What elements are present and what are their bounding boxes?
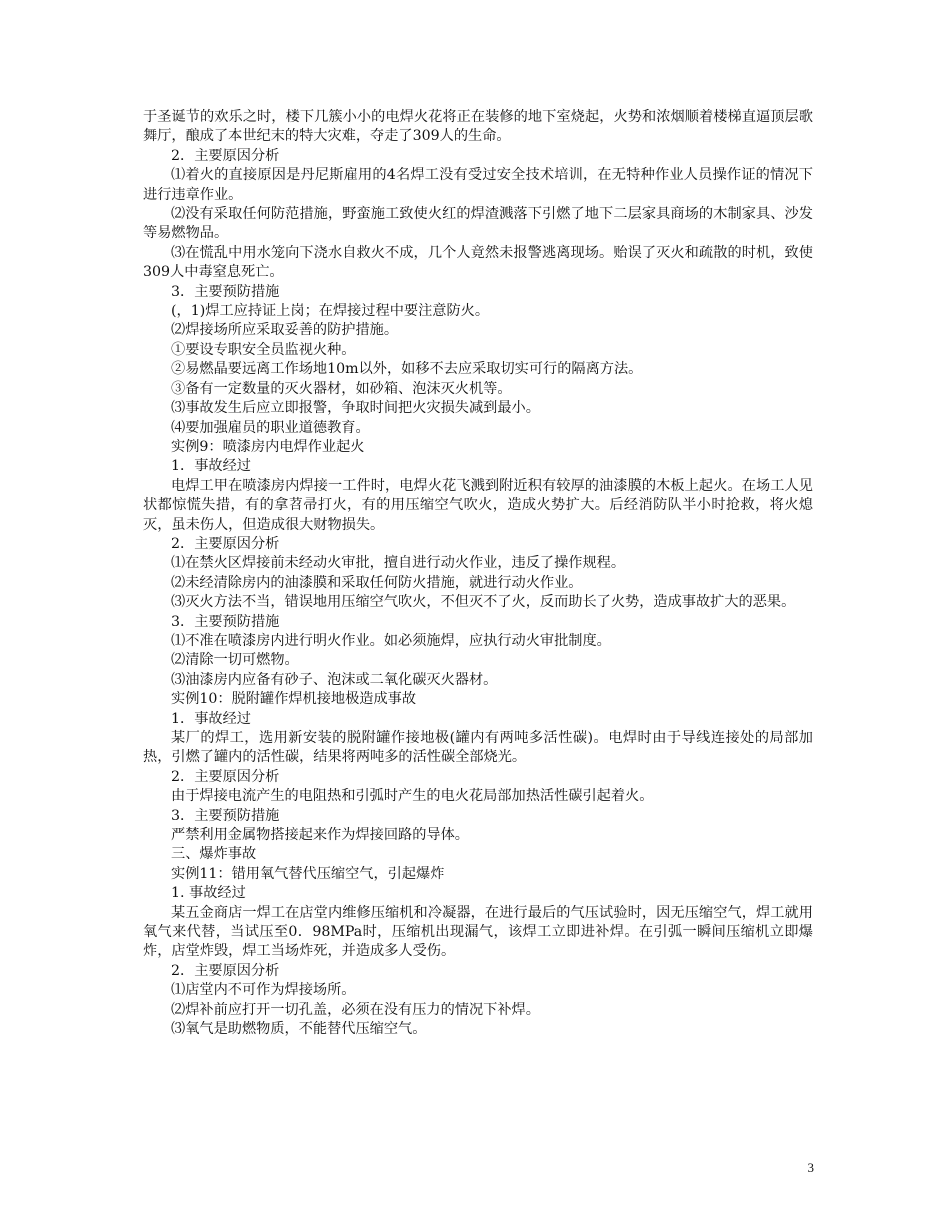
paragraph: ⑴在禁火区焊接前未经动火审批，擅自进行动火作业，违反了操作规程。 bbox=[171, 555, 626, 572]
paragraph: ⑶氧气是助燃物质，不能替代压缩空气。 bbox=[171, 1021, 427, 1038]
paragraph: ⑴店堂内不可作为焊接场所。 bbox=[171, 982, 356, 999]
page-body-text bbox=[143, 108, 813, 1040]
paragraph: ⑷要加强雇员的职业道德教育。 bbox=[171, 419, 370, 436]
paragraph: 于圣诞节的欢乐之时，楼下几簇小小的电焊火花将正在装修的地下室烧起，火势和浓烟顺着楼梯直逼顶层歌舞厅，酿成了本世纪末的特大灾难，夺走了309人的生命。 bbox=[143, 109, 813, 145]
paragraph: 电焊工甲在喷漆房内焊接一工件时，电焊火花飞溅到附近积有较厚的油漆膜的木板上起火。在场工人见状都惊慌失措，有的拿苕帚打火，有的用压缩空气吹火，造成火势扩大。后经消防队半小时抢救，将火熄灭，虽未伤人，但造成很大财物损失。 bbox=[143, 477, 813, 533]
paragraph: 1. 事故经过 bbox=[171, 885, 246, 902]
paragraph: ⑵焊接场所应采取妥善的防护措施。 bbox=[171, 322, 399, 339]
paragraph: (，1)焊工应持证上岗；在焊接过程中要注意防火。 bbox=[171, 303, 490, 320]
page-number: 3 bbox=[807, 1160, 814, 1175]
paragraph: 某厂的焊工，选用新安装的脱附罐作接地极(罐内有两吨多活性碳)。电焊时由于导线连接处的局部加热，引燃了罐内的活性碳，结果将两吨多的活性碳全部烧光。 bbox=[143, 730, 813, 766]
paragraph: 严禁利用金属物搭接起来作为焊接回路的导体。 bbox=[171, 827, 469, 844]
paragraph: 实例9：喷漆房内电焊作业起火 bbox=[171, 438, 365, 455]
paragraph: 1．事故经过 bbox=[171, 458, 251, 475]
paragraph: ⑶油漆房内应备有砂子、泡沫或二氧化碳灭火器材。 bbox=[171, 671, 498, 688]
paragraph: 2．主要原因分析 bbox=[171, 535, 280, 552]
paragraph: 1．事故经过 bbox=[171, 710, 251, 727]
paragraph: 由于焊接电流产生的电阻热和引弧时产生的电火花局部加热活性碳引起着火。 bbox=[171, 788, 654, 805]
paragraph: ⑵未经清除房内的油漆膜和采取任何防火措施，就进行动火作业。 bbox=[171, 574, 583, 591]
paragraph: 实例11：错用氧气替代压缩空气，引起爆炸 bbox=[171, 865, 445, 882]
paragraph: ⑵清除一切可燃物。 bbox=[171, 652, 299, 669]
paragraph: ⑶灭火方法不当，错误地用压缩空气吹火，不但灭不了火，反而助长了火势，造成事故扩大的恶果。 bbox=[171, 594, 796, 611]
paragraph: 2．主要原因分析 bbox=[171, 147, 280, 164]
paragraph: 3．主要预防措施 bbox=[171, 807, 280, 824]
paragraph: ⑶在慌乱中用水笼向下浇水自救火不成，几个人竟然未报警逃离现场。贻误了灭火和疏散的时机，致使309人中毒窒息死亡。 bbox=[143, 244, 813, 281]
paragraph: ⑵焊补前应打开一切孔盖，必须在没有压力的情况下补焊。 bbox=[171, 1001, 540, 1018]
paragraph: 三、爆炸事故 bbox=[171, 846, 257, 863]
paragraph: 某五金商店一焊工在店堂内维修压缩机和冷凝器，在进行最后的气压试验时，因无压缩空气，焊工就用氧气来代替，当试压至0．98MPa时，压缩机出现漏气，该焊工立即进补焊。在引弧一瞬间压缩机立即爆炸，店堂炸毁，焊工当场炸死，并造成多人受伤。 bbox=[143, 904, 813, 960]
paragraph: 实例10：脱附罐作焊机接地极造成事故 bbox=[171, 691, 417, 708]
paragraph: 2．主要原因分析 bbox=[171, 962, 280, 979]
paragraph: ②易燃晶要远离工作场地10m以外，如移不去应采取切实可行的隔离方法。 bbox=[171, 361, 643, 378]
paragraph: ⑵没有采取任何防范措施，野蛮施工致使火红的焊渣溅落下引燃了地下二层家具商场的木制家具、沙发等易燃物品。 bbox=[143, 206, 813, 242]
paragraph: ⑴着火的直接原因是丹尼斯雇用的4名焊工没有受过安全技术培训，在无特种作业人员操作证的情况下进行违章作业。 bbox=[143, 167, 813, 203]
paragraph: ⑴不准在喷漆房内进行明火作业。如必须施焊，应执行动火审批制度。 bbox=[171, 632, 611, 649]
paragraph: ①要设专职安全员监视火种。 bbox=[171, 341, 356, 358]
paragraph: 3．主要预防措施 bbox=[171, 613, 280, 630]
paragraph: ⑶事故发生后应立即报警，争取时间把火灾损失减到最小。 bbox=[171, 400, 540, 417]
paragraph: ③备有一定数量的灭火器材，如砂箱、泡沫灭火机等。 bbox=[171, 380, 512, 397]
paragraph: 2．主要原因分析 bbox=[171, 768, 280, 785]
paragraph: 3．主要预防措施 bbox=[171, 283, 280, 300]
